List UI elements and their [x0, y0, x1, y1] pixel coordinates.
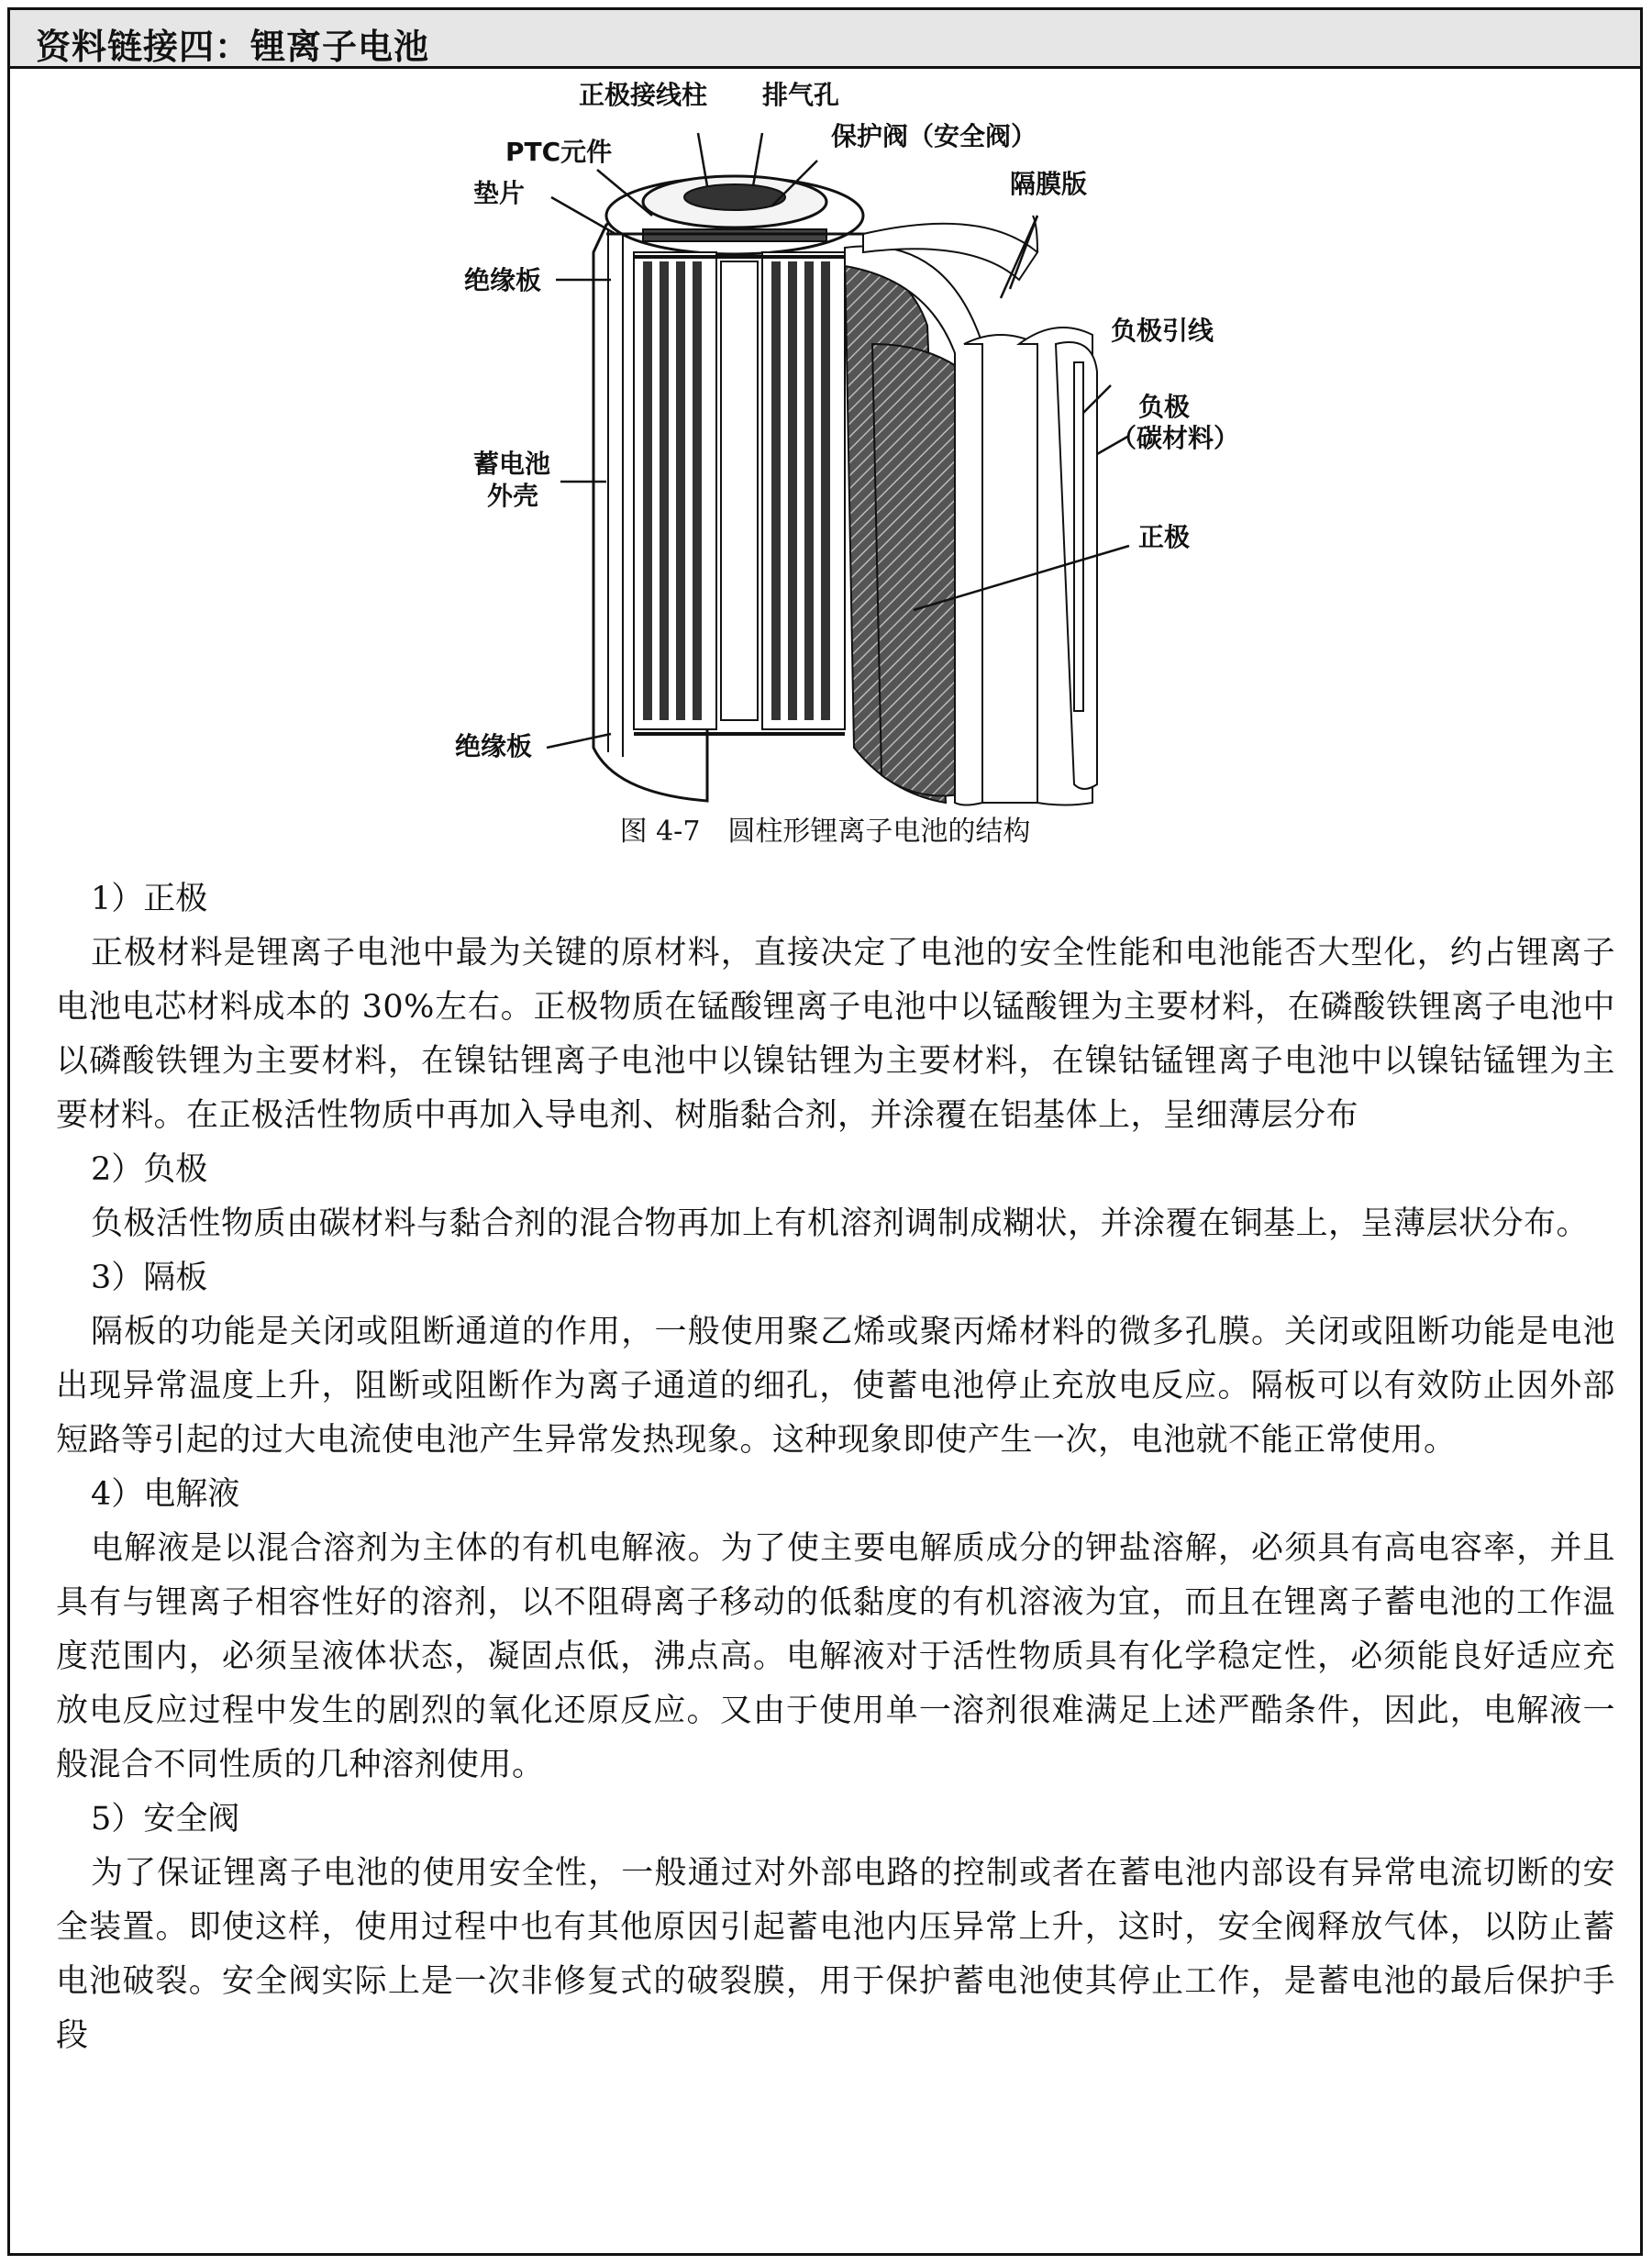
label-casing-2: 外壳: [487, 481, 539, 511]
label-positive: 正极: [1138, 522, 1191, 552]
label-gasket: 垫片: [473, 178, 526, 208]
header-title: 资料链接四：锂离子电池: [36, 27, 430, 67]
document-body: [56, 872, 1615, 2063]
section-title: 5）安全阀: [91, 1801, 240, 1838]
figure-caption: 图 4-7 圆柱形锂离子电池的结构: [619, 816, 1031, 848]
label-casing-1: 蓄电池: [473, 449, 551, 479]
battery-figure: [10, 69, 1640, 876]
section-title: 4）电解液: [91, 1476, 240, 1513]
label-negative-lead: 负极引线: [1111, 316, 1214, 346]
label-safety-valve: 保护阀（安全阀）: [831, 121, 1037, 151]
section-safety-valve: [56, 1793, 1615, 2063]
section-title: 2）负极: [91, 1151, 208, 1188]
label-negative-material: （碳材料）: [1111, 423, 1240, 453]
battery-top-cap: [606, 176, 872, 254]
label-insulator-top: 绝缘板: [464, 265, 542, 295]
section-positive: [56, 872, 1615, 1143]
section-text: 负极活性物质由碳材料与黏合剂的混合物再加上有机溶剂调制成糊状，并涂覆在铜基上，呈薄层状分布。: [91, 1205, 1590, 1242]
section-text: 正极材料是锂离子电池中最为关键的原材料，直接决定了电池的安全性能和电池能否大型化，约占锂离子电池电芯材料成本的 30%左右。正极物质在锰酸锂离子电池中以锰酸锂为主要材料，在磷酸铁锂离子电池中以磷酸铁锂为主要材料，在镍钴锂离子电池中以镍钴锂为主要材料，在镍钴锰锂离子电池中以镍钴锰锂为主要材料。在正极活性物质中再加入导电剂、树脂黏合剂，并涂覆在铝基体上，呈细薄层分布: [56, 935, 1615, 1134]
label-negative-electrode: 负极: [1138, 392, 1191, 422]
section-title: 3）隔板: [91, 1260, 208, 1296]
section-header: [10, 10, 1640, 69]
section-negative: [56, 1143, 1615, 1251]
section-separator: [56, 1251, 1615, 1468]
document-frame: [7, 7, 1643, 2256]
label-ptc: PTC元件: [505, 137, 613, 167]
section-text: 为了保证锂离子电池的使用安全性，一般通过对外部电路的控制或者在蓄电池内部设有异常电流切断的安全装置。即使这样，使用过程中也有其他原因引起蓄电池内压异常上升，这时，安全阀释放气体，以防止蓄电池破裂。安全阀实际上是一次非修复式的破裂膜，用于保护蓄电池使其停止工作，是蓄电池的最后保护手段: [56, 1855, 1615, 2054]
section-title: 1）正极: [91, 881, 208, 917]
label-vent-hole: 排气孔: [762, 80, 840, 110]
section-text: 电解液是以混合溶剂为主体的有机电解液。为了使主要电解质成分的钾盐溶解，必须具有高电容率，并且具有与锂离子相容性好的溶剂，以不阻碍离子移动的低黏度的有机溶液为宜，而且在锂离子蓄电池的工作温度范围内，必须呈液体状态，凝固点低，沸点高。电解液对于活性物质具有化学稳定性，必须能良好适应充放电反应过程中发生的剧烈的氧化还原反应。又由于使用单一溶剂很难满足上述严酷条件，因此，电解液一般混合不同性质的几种溶剂使用。: [56, 1530, 1615, 1783]
label-insulator-bottom: 绝缘板: [455, 731, 533, 761]
section-electrolyte: [56, 1468, 1615, 1793]
label-separator: 隔膜版: [1010, 169, 1088, 199]
label-positive-terminal: 正极接线柱: [579, 80, 708, 110]
electrode-layers: [634, 252, 845, 734]
section-text: 隔板的功能是关闭或阻断通道的作用，一般使用聚乙烯或聚丙烯材料的微多孔膜。关闭或阻断功能是电池出现异常温度上升，阻断或阻断作为离子通道的细孔，使蓄电池停止充放电反应。隔板可以有效防止因外部短路等引起的过大电流使电池产生异常发热现象。这种现象即使产生一次，电池就不能正常使用。: [56, 1314, 1615, 1459]
battery-diagram: [10, 69, 1640, 876]
